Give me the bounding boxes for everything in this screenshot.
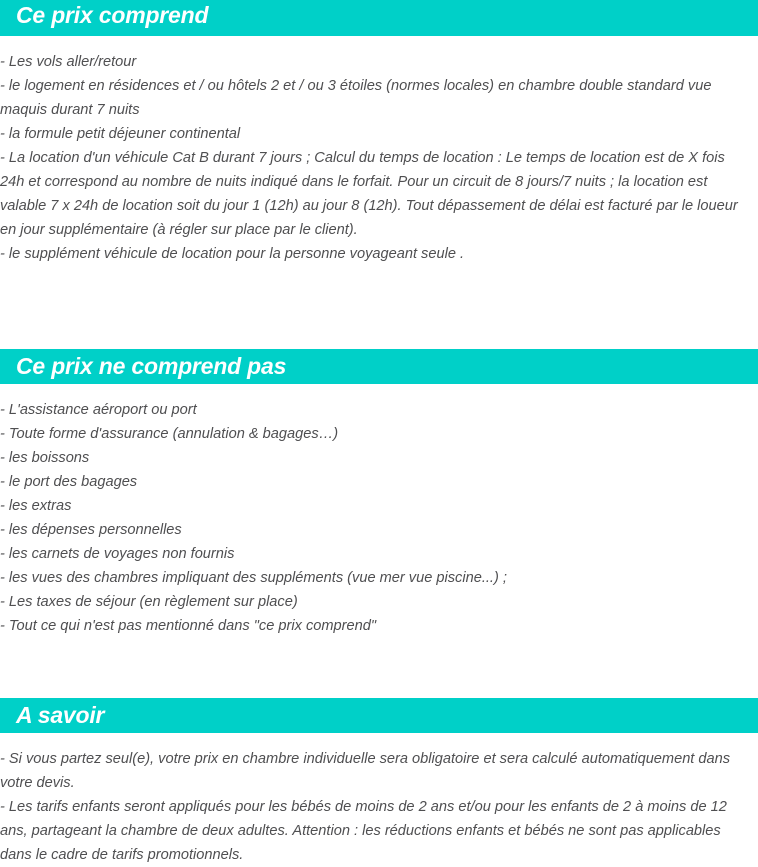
list-item: - le port des bagages xyxy=(0,474,138,490)
list-item: - les vues des chambres impliquant des suppléments (vue mer vue piscine...) ; xyxy=(0,570,507,586)
section-body-ce-prix-ne-comprend-pas xyxy=(0,384,758,638)
list-item: - le supplément véhicule de location pour la personne voyageant seule . xyxy=(0,246,465,262)
list-item: - les dépenses personnelles xyxy=(0,522,182,538)
list-item: - la formule petit déjeuner continental xyxy=(0,126,241,142)
list-item: - Si vous partez seul(e), votre prix en chambre individuelle sera obligatoire et sera calculé automatiquement dans votre devis. xyxy=(0,751,731,791)
list-item: - Tout ce qui n'est pas mentionné dans "ce prix comprend" xyxy=(0,618,377,634)
list-item: - Les taxes de séjour (en règlement sur place) xyxy=(0,594,298,610)
list-item: - Les tarifs enfants seront appliqués pour les bébés de moins de 2 ans et/ou pour les enfants de 2 à moins de 12 ans, partageant la chambre de deux adultes. Attention : les réductions enfants et bébés ne sont pas applicables dans le cadre de tarifs promotionnels. xyxy=(0,799,727,863)
section-header-ce-prix-ne-comprend-pas xyxy=(0,349,758,384)
list-item: - les extras xyxy=(0,498,72,514)
section-title: Ce prix comprend xyxy=(16,2,209,28)
list-item: - Les vols aller/retour xyxy=(0,54,137,70)
section-header-ce-prix-comprend xyxy=(0,0,758,36)
list-item: - les carnets de voyages non fournis xyxy=(0,546,235,562)
list-item: - les boissons xyxy=(0,450,90,466)
section-body-a-savoir xyxy=(0,733,758,867)
list-item: - le logement en résidences et / ou hôtels 2 et / ou 3 étoiles (normes locales) en chambre double standard vue maquis durant 7 nuits xyxy=(0,78,712,118)
section-title: Ce prix ne comprend pas xyxy=(16,353,287,379)
section-header-a-savoir xyxy=(0,698,758,733)
section-spacer xyxy=(0,266,758,349)
section-body-ce-prix-comprend xyxy=(0,36,758,266)
list-item: - Toute forme d'assurance (annulation & bagages…) xyxy=(0,426,339,442)
section-spacer xyxy=(0,638,758,698)
list-item: - L'assistance aéroport ou port xyxy=(0,402,197,418)
section-title: A savoir xyxy=(16,702,105,728)
list-item: - La location d'un véhicule Cat B durant 7 jours ; Calcul du temps de location : Le temps de location est de X fois 24h et correspond au nombre de nuits indiqué dans le forfait. Pour un circuit de 8 jours/7 nuits ; la location est valable 7 x 24h de location soit du jour 1 (12h) au jour 8 (12h). Tout dépassement de délai est facturé par le loueur en jour supplémentaire (à régler sur place par le client). xyxy=(0,150,738,238)
